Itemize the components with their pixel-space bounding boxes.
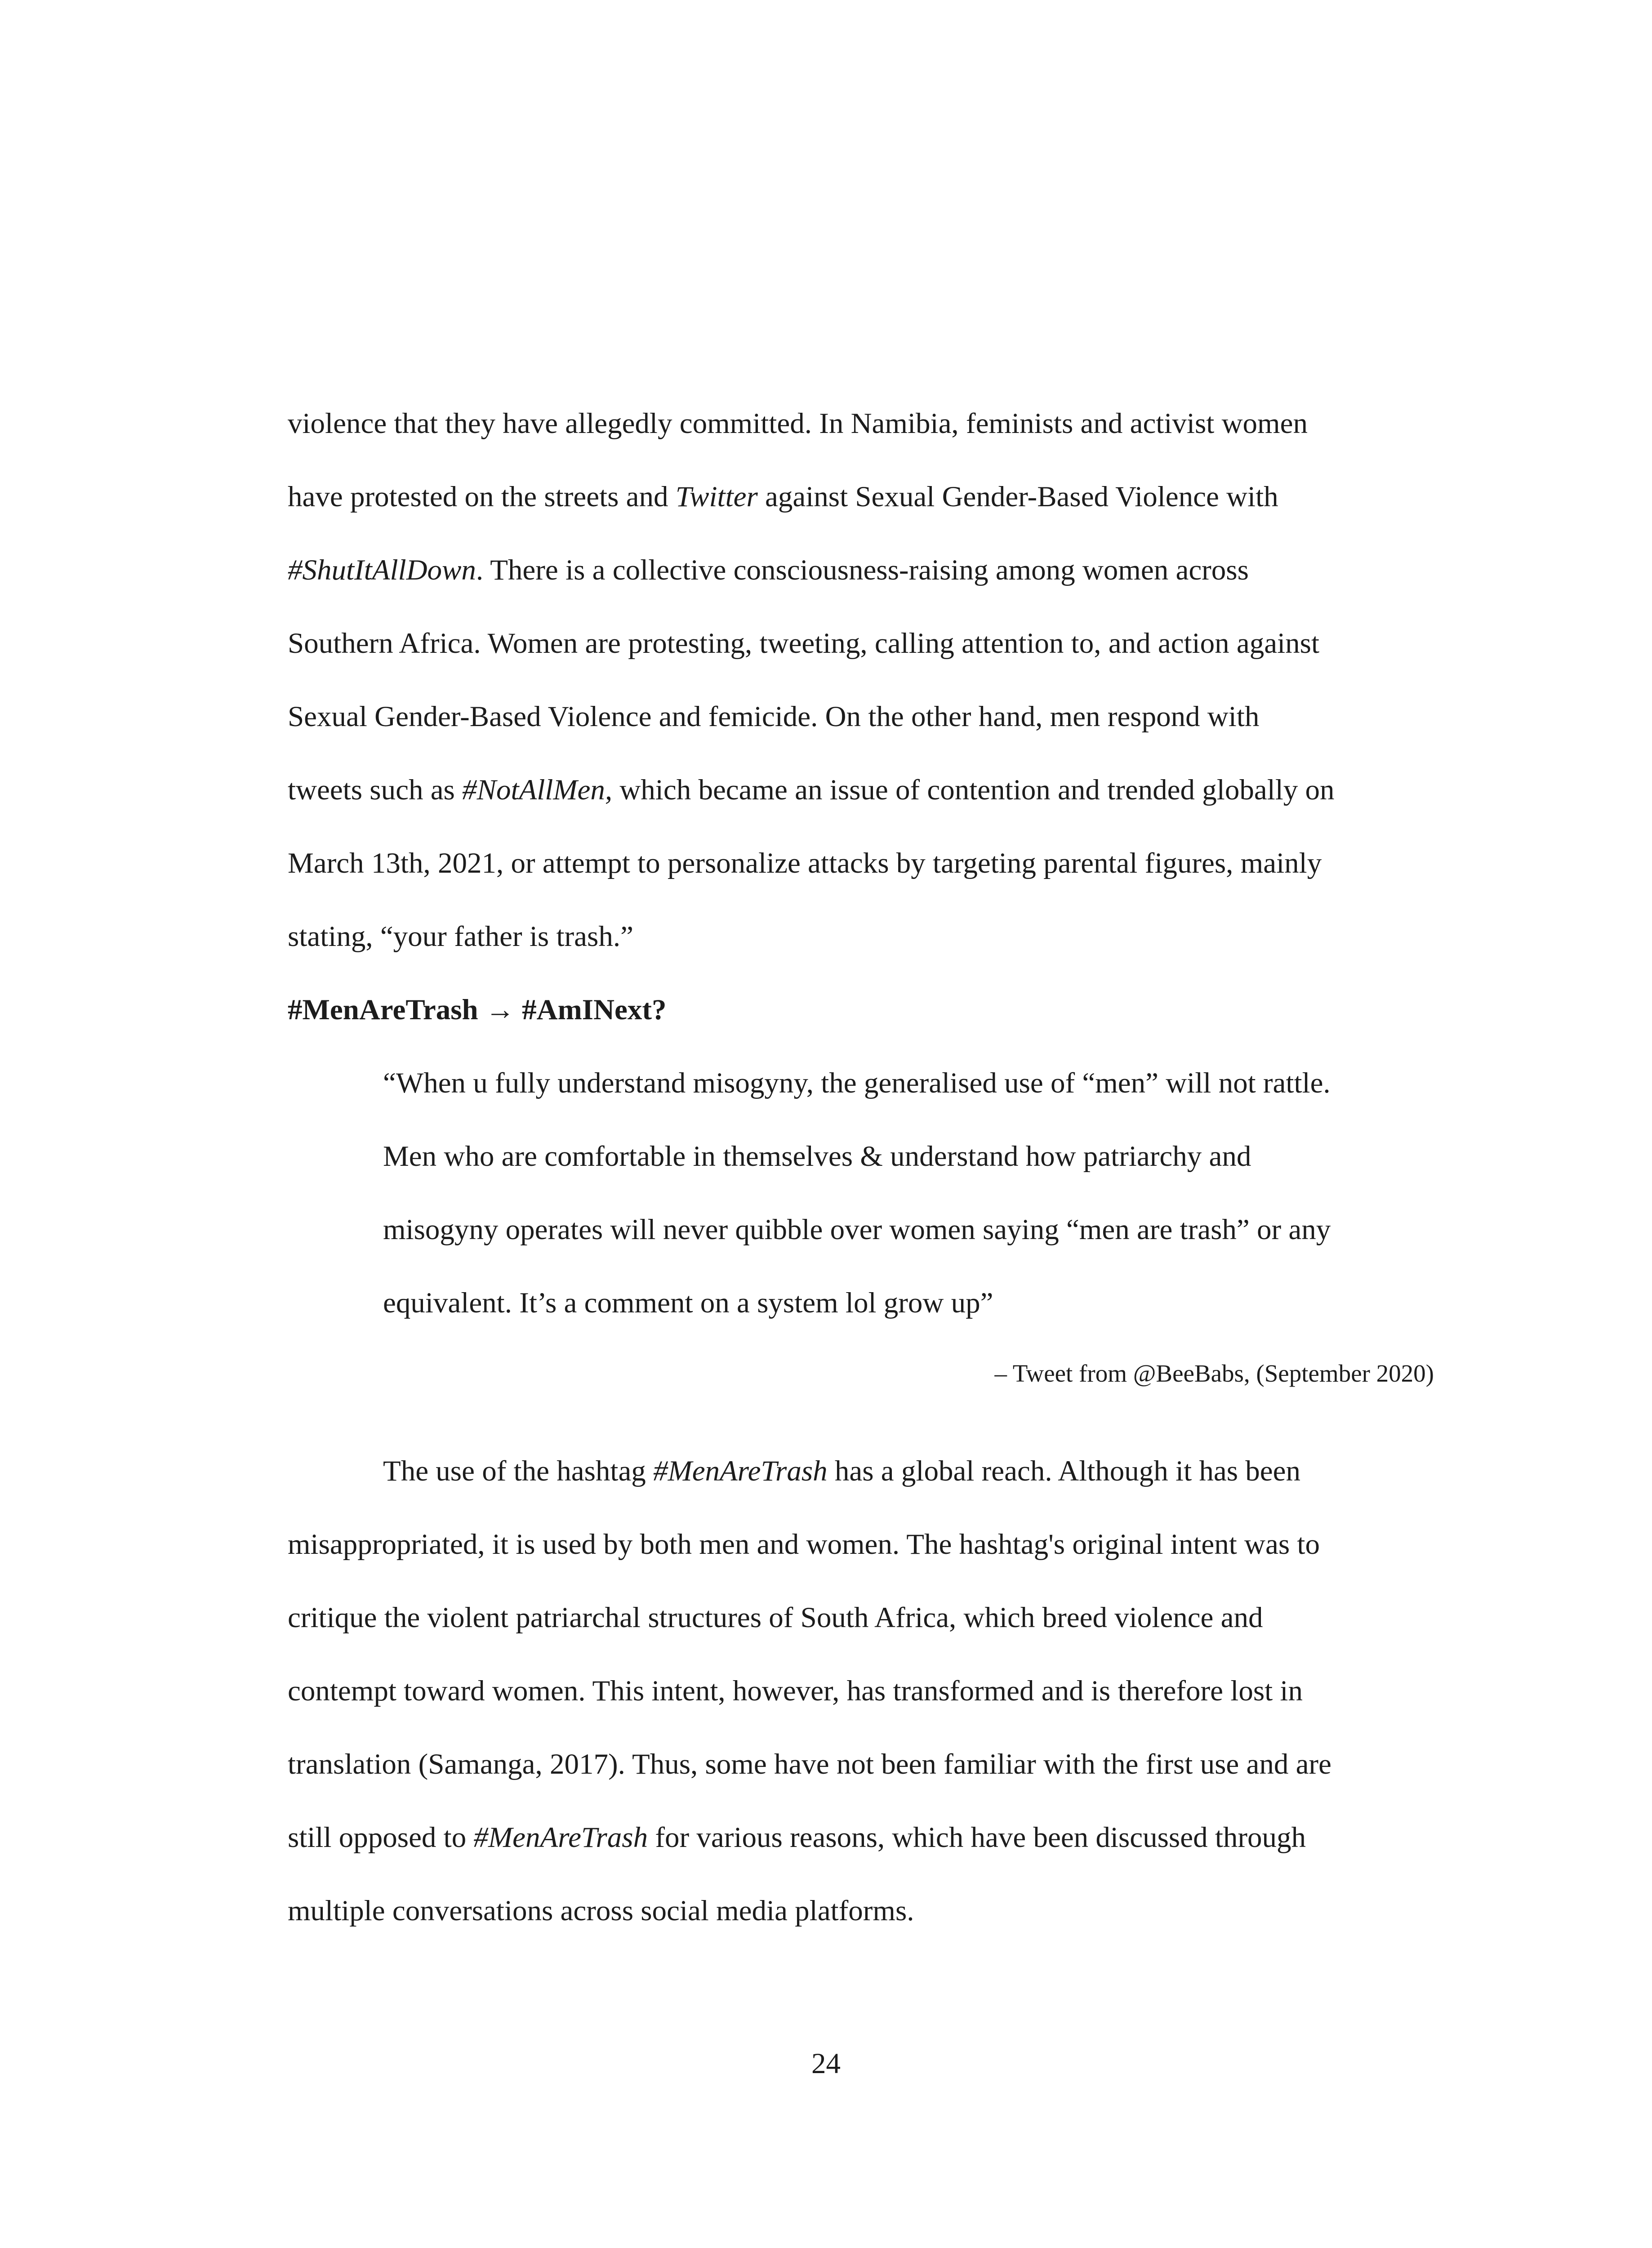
text: violence that they have allegedly committed. In Namibia, feminists and activist women [288, 407, 1308, 440]
italic-hashtag: #MenAreTrash [473, 1821, 648, 1854]
paragraph-2-line-4 [288, 1677, 1303, 1706]
paragraph-1-line-1 [288, 409, 1308, 438]
text: tweets such as [288, 774, 463, 806]
text: contempt toward women. This intent, however, has transformed and is therefore lost in [288, 1675, 1303, 1707]
paragraph-2-line-6 [288, 1823, 1306, 1852]
italic-text: Twitter [675, 481, 758, 513]
quote-line-2: Men who are comfortable in themselves & understand how patriarchy and [383, 1140, 1251, 1173]
text: translation (Samanga, 2017). Thus, some have not been familiar with the first use and are [288, 1748, 1331, 1780]
text: has a global reach. Although it has been [827, 1455, 1301, 1487]
paragraph-1-line-8 [288, 922, 633, 951]
paragraph-1-line-3 [288, 556, 1249, 585]
paragraph-1-line-4 [288, 629, 1319, 658]
paragraph-2-line-1 [383, 1457, 1300, 1486]
paragraph-2-line-2 [288, 1530, 1320, 1559]
italic-hashtag: #ShutItAllDown [288, 554, 476, 586]
text: Sexual Gender-Based Violence and femicide. On the other hand, men respond with [288, 700, 1260, 733]
text: against Sexual Gender-Based Violence with [757, 481, 1278, 513]
italic-hashtag: #NotAllMen, [462, 774, 613, 806]
text: multiple conversations across social media platforms. [288, 1895, 914, 1927]
text: still opposed to [288, 1821, 474, 1854]
quote-attribution: – Tweet from @BeeBabs, (September 2020) [994, 1360, 1434, 1387]
text: March 13th, 2021, or attempt to personalize attacks by targeting parental figures, mainly [288, 847, 1322, 879]
text: The use of the hashtag [383, 1455, 654, 1487]
section-heading: #MenAreTrash → #AmINext? [288, 994, 667, 1026]
text: misappropriated, it is used by both men and women. The hashtag's original intent was to [288, 1528, 1320, 1561]
page-number: 24 [811, 2047, 841, 2080]
paragraph-1-line-2 [288, 482, 1278, 512]
quote-line-3: misogyny operates will never quibble over women saying “men are trash” or any [383, 1213, 1331, 1246]
paragraph-2-line-3 [288, 1603, 1263, 1632]
text: Southern Africa. Women are protesting, tweeting, calling attention to, and action against [288, 627, 1320, 660]
quote-line-4: equivalent. It’s a comment on a system lol grow up” [383, 1287, 993, 1319]
text: have protested on the streets and [288, 481, 676, 513]
text: stating, “your father is trash.” [288, 920, 633, 953]
quote-line-1: “When u fully understand misogyny, the generalised use of “men” will not rattle. [383, 1067, 1331, 1099]
paragraph-1-line-7 [288, 849, 1322, 878]
text: for various reasons, which have been discussed through [648, 1821, 1306, 1854]
text: critique the violent patriarchal structures of South Africa, which breed violence and [288, 1601, 1263, 1634]
text: . There is a collective consciousness-raising among women across [476, 554, 1249, 586]
paragraph-2-line-5 [288, 1750, 1331, 1779]
text: which became an issue of contention and trended globally on [612, 774, 1335, 806]
paragraph-1-line-6 [288, 776, 1335, 805]
paragraph-1-line-5 [288, 702, 1259, 731]
italic-hashtag: #MenAreTrash [653, 1455, 828, 1487]
paragraph-2-line-7 [288, 1896, 914, 1926]
